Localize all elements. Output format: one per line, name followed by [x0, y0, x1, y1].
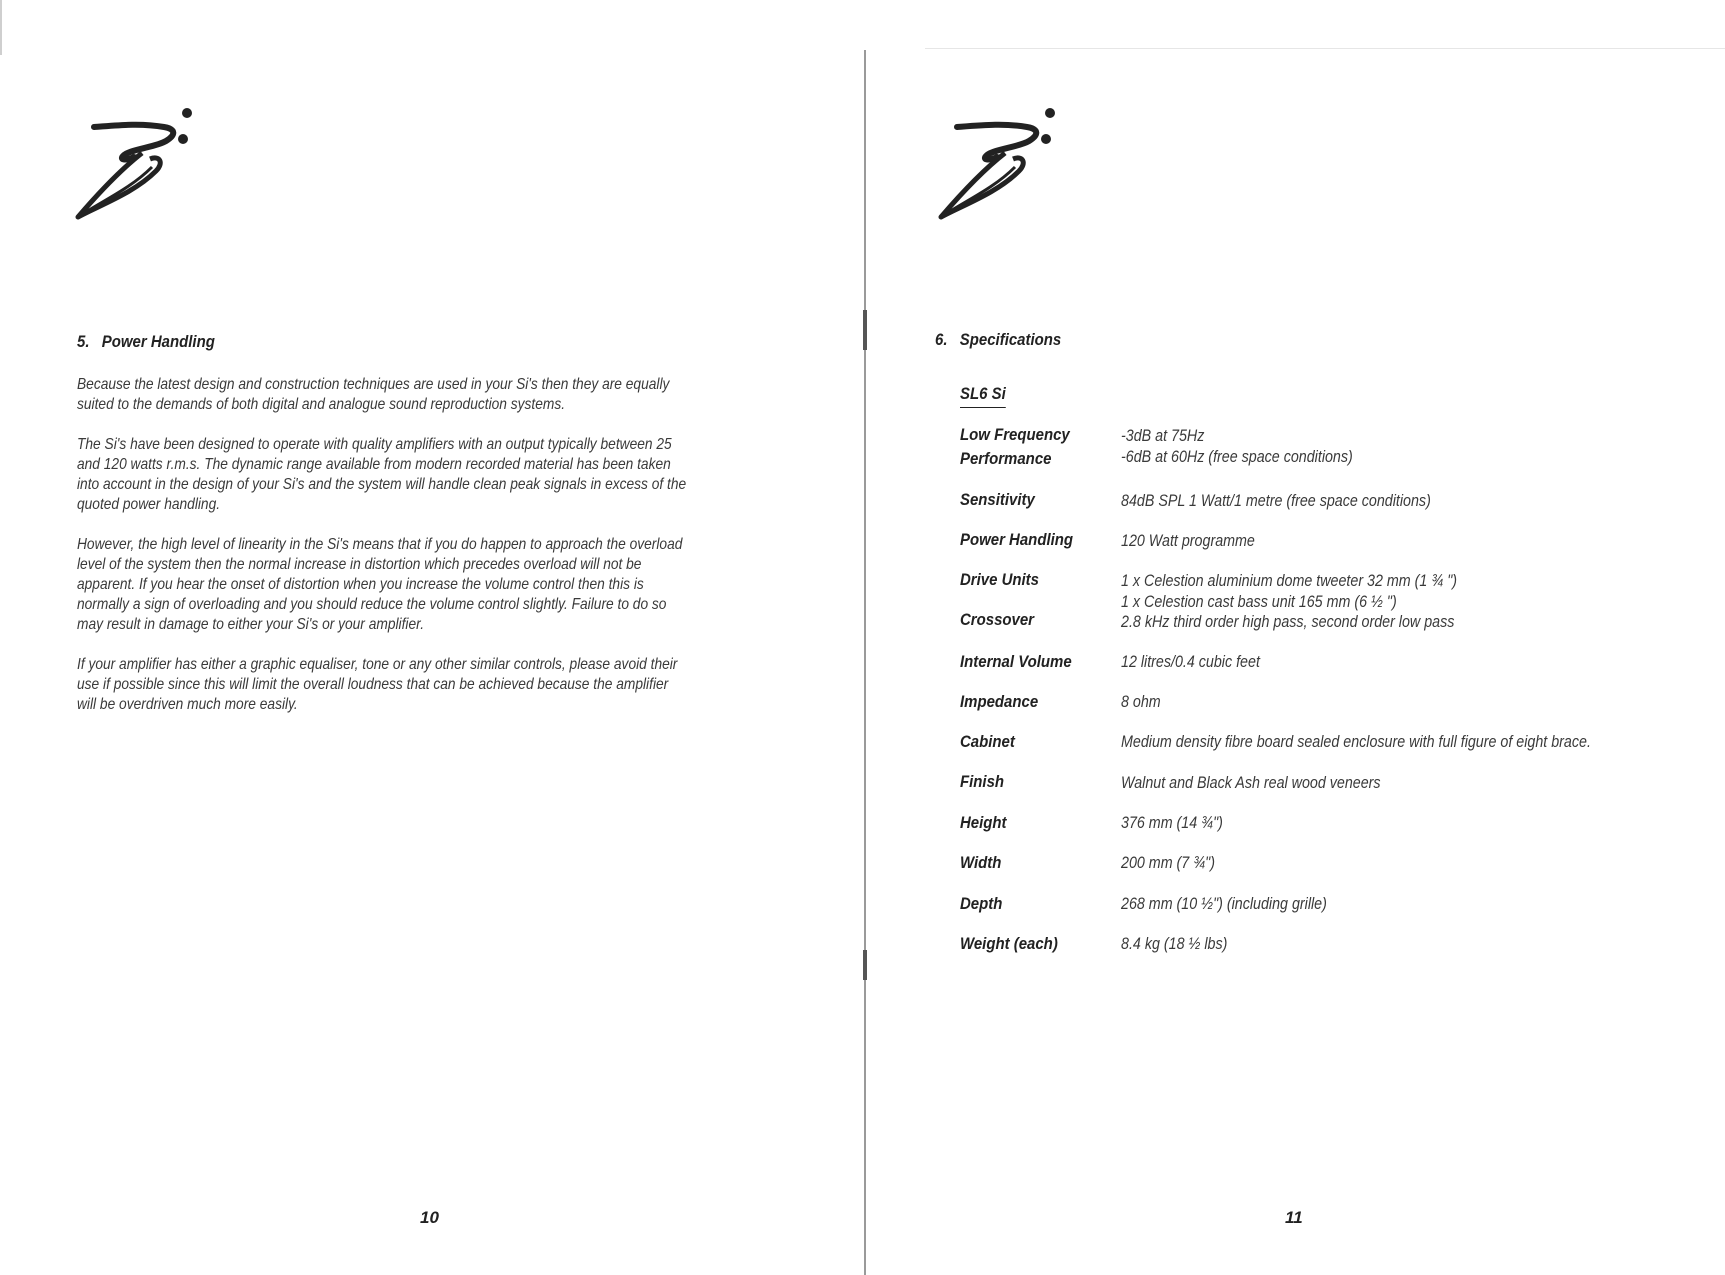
- spec-value-line: 12 litres/0.4 cubic feet: [1121, 652, 1260, 671]
- section-title: Power Handling: [101, 332, 215, 351]
- page-number: 11: [1285, 1208, 1303, 1227]
- right-page: [866, 0, 1725, 1275]
- text-line: However, the high level of linearity in the Si's means that if you do happen to approach the overload: [77, 536, 683, 553]
- spec-value: [1121, 691, 1161, 712]
- page-number: 10: [420, 1208, 439, 1227]
- spec-label: Cabinet: [960, 732, 1015, 751]
- spec-value: [1121, 812, 1223, 833]
- spec-value: [1121, 933, 1227, 954]
- spec-value-line: -6dB at 60Hz (free space conditions): [1121, 447, 1353, 466]
- paragraph: [77, 535, 696, 635]
- spec-label: Internal Volume: [960, 652, 1072, 671]
- spec-value: [1121, 611, 1454, 632]
- spec-value-line: 8 ohm: [1121, 692, 1161, 711]
- paragraph: [77, 375, 696, 415]
- paragraph: [77, 435, 696, 515]
- spec-label: Width: [960, 853, 1002, 872]
- spec-label-line: Performance: [960, 449, 1052, 468]
- text-line: level of the system then the normal increase in distortion which precedes overload will not be: [77, 556, 642, 573]
- spec-value: [1121, 425, 1353, 467]
- spec-label: Power Handling: [960, 530, 1074, 549]
- text-line: normally a sign of overloading and you should reduce the volume control slightly. Failure to do so: [77, 596, 667, 613]
- spec-value-line: 200 mm (7 ¾"): [1121, 853, 1215, 872]
- section-heading: [935, 330, 1061, 350]
- paragraph: [77, 655, 696, 715]
- spec-label-line: Low Frequency: [960, 425, 1070, 444]
- si-logo-icon: [935, 105, 1065, 225]
- text-line: quoted power handling.: [77, 496, 221, 513]
- text-line: The Si's have been designed to operate with quality amplifiers with an output typically between 25: [77, 436, 672, 453]
- spec-label: Depth: [960, 894, 1003, 913]
- spec-value-line: Walnut and Black Ash real wood veneers: [1121, 773, 1381, 792]
- text-line: use if possible since this will limit the overall loudness that can be achieved because the amplifier: [77, 676, 669, 693]
- spec-value-line: -3dB at 75Hz: [1121, 426, 1205, 445]
- spec-label: Impedance: [960, 692, 1039, 711]
- section-number: 6.: [935, 330, 948, 349]
- spec-value-line: 268 mm (10 ½") (including grille): [1121, 894, 1327, 913]
- spec-label: Height: [960, 813, 1007, 832]
- text-line: apparent. If you hear the onset of distortion when you increase the volume control then this is: [77, 576, 644, 593]
- section-heading: [77, 332, 215, 352]
- spec-value-line: 84dB SPL 1 Watt/1 metre (free space conditions): [1121, 491, 1431, 510]
- spec-label: Sensitivity: [960, 490, 1035, 509]
- text-line: into account in the design of your Si's and the system will handle clean peak signals in excess of the: [77, 476, 687, 493]
- text-line: will be overdriven much more easily.: [77, 696, 298, 713]
- spec-value-line: 376 mm (14 ¾"): [1121, 813, 1223, 832]
- spec-value: [1121, 852, 1215, 873]
- si-logo-icon: [72, 105, 202, 225]
- spec-label: Weight (each): [960, 934, 1058, 953]
- spec-value: [1121, 570, 1457, 612]
- spec-value: [1121, 651, 1260, 672]
- text-line: may result in damage to either your Si's or your amplifier.: [77, 616, 425, 633]
- section-number: 5.: [77, 332, 90, 351]
- spec-value-line: 1 x Celestion aluminium dome tweeter 32 mm (1 ¾ "): [1121, 571, 1458, 590]
- model-name: SL6 Si: [960, 384, 1006, 408]
- spec-value: [1121, 772, 1381, 793]
- spec-value: [1121, 490, 1431, 511]
- spec-label: Drive Units: [960, 570, 1039, 589]
- spec-value: [1121, 893, 1327, 914]
- spec-value-line: Medium density fibre board sealed enclosure with full figure of eight brace.: [1121, 732, 1591, 751]
- spec-value-line: 8.4 kg (18 ½ lbs): [1121, 934, 1228, 953]
- text-line: If your amplifier has either a graphic equaliser, tone or any other similar controls, please avoid their: [77, 656, 678, 673]
- text-line: suited to the demands of both digital and analogue sound reproduction systems.: [77, 396, 566, 413]
- text-line: Because the latest design and construction techniques are used in your Si's then they are equally: [77, 376, 670, 393]
- spec-label: Crossover: [960, 610, 1035, 629]
- section-title: Specifications: [959, 330, 1062, 349]
- spec-value-line: 120 Watt programme: [1121, 531, 1255, 550]
- spec-value-line: 2.8 kHz third order high pass, second order low pass: [1121, 612, 1455, 631]
- spec-value: [1121, 530, 1255, 551]
- spec-label: [960, 423, 1070, 471]
- text-line: and 120 watts r.m.s. The dynamic range available from modern recorded material has been taken: [77, 456, 671, 473]
- spec-label: Finish: [960, 772, 1005, 791]
- spec-value: [1121, 731, 1591, 752]
- left-page: [0, 0, 862, 1275]
- spec-value-line: 1 x Celestion cast bass unit 165 mm (6 ½ "): [1121, 592, 1397, 611]
